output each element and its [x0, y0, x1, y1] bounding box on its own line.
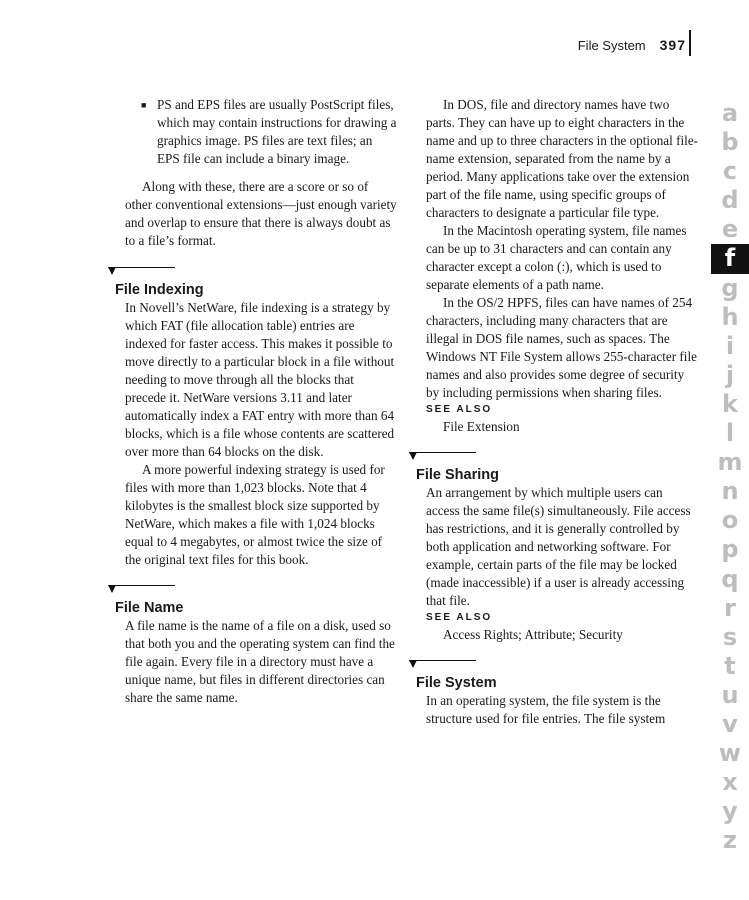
- see-also-refs: Access Rights; Attribute; Security: [443, 627, 623, 642]
- heading-triangle-icon: [409, 660, 417, 668]
- thumb-letter-f: f: [711, 244, 749, 273]
- see-also-refs: File Extension: [443, 419, 520, 434]
- thumb-letter-i: i: [725, 331, 735, 360]
- thumb-letter-d: d: [721, 186, 739, 215]
- paragraph-file-indexing-1: In Novell’s NetWare, file indexing is a strategy by which FAT (file allocation table) entries are indexed for faster access. This makes it possible to move directly to a particular block in a file without needing to move through all the blocks that precede it. NetWare versions 3.11 and later automatically index a FAT entry with more than 64 blocks, which is a file whose contents are scattered over more than 64 blocks on the disk.: [125, 300, 395, 459]
- page-number: 397: [658, 30, 691, 56]
- section-file-sharing: [409, 452, 699, 610]
- paragraph-conventional-extensions: Along with these, there are a score or so of other conventional extensions—just enough variety and overlap to ensure that there is always doubt as to a file’s format.: [125, 179, 397, 248]
- thumb-letter-c: c: [722, 157, 738, 186]
- running-header: [578, 30, 691, 56]
- heading-rule: [108, 585, 175, 586]
- right-column: [409, 96, 699, 728]
- heading-file-name: File Name: [115, 600, 184, 616]
- thumb-letter-k: k: [722, 389, 738, 418]
- heading-rule: [409, 660, 476, 661]
- thumb-letter-h: h: [721, 302, 739, 331]
- thumb-letter-q: q: [721, 564, 739, 593]
- paragraph-os2-names: In the OS/2 HPFS, files can have names of 254 characters, including many characters that are illegal in DOS file names, such as spaces. The Windows NT File System allows 255-character file names and also provides some degree of security by including permissions when sharing files.: [426, 295, 697, 400]
- heading-file-indexing: File Indexing: [115, 282, 204, 298]
- thumb-letter-v: v: [722, 709, 738, 738]
- thumb-letter-p: p: [721, 535, 739, 564]
- thumb-letter-u: u: [721, 680, 739, 709]
- thumb-letter-y: y: [722, 797, 738, 826]
- paragraph-file-indexing-2: A more powerful indexing strategy is used for files with more than 1,023 blocks. Note that 4 kilobytes is the smallest block size supported by NetWare, which makes a file with 1,024 blocks equal to 4 megabytes, or almost twice the size of the original text files for this book.: [125, 462, 385, 567]
- paragraph-dos-names: In DOS, file and directory names have two parts. They can have up to eight characters in the name and up to three characters in the optional file-name extension, separated from the name by a period. Many applications take over the extension part of the file name, using specific groups of characters to designate a particular file type.: [426, 97, 699, 220]
- heading-triangle-icon: [108, 267, 116, 275]
- thumb-letter-l: l: [725, 419, 735, 448]
- section-file-indexing: [108, 267, 398, 569]
- alphabet-thumb-index: [711, 99, 749, 855]
- thumb-letter-x: x: [722, 768, 738, 797]
- thumb-letter-e: e: [721, 215, 739, 244]
- thumb-letter-b: b: [721, 128, 739, 157]
- thumb-letter-w: w: [718, 739, 742, 768]
- see-also-label: SEE ALSO: [426, 612, 493, 623]
- paragraph-mac-names: In the Macintosh operating system, file names can be up to 31 characters and can contain any character except a colon (:), which is used to separate elements of a path name.: [426, 223, 687, 292]
- paragraph-file-sharing-1: An arrangement by which multiple users can access the same file(s) simultaneously. File access has restrictions, and it is generally controlled by both application and networking software. For example, certain parts of the file may be locked (made inaccessible) if a user is already accessing that file.: [426, 485, 691, 608]
- bullet-text: PS and EPS files are usually PostScript files, which may contain instructions for drawing a graphics image. PS files are text files; an EPS file can include a binary image.: [157, 97, 397, 166]
- thumb-letter-g: g: [721, 273, 739, 302]
- paragraph-file-name-1: A file name is the name of a file on a disk, used so that both you and the operating system can find the file again. Every file in a directory must have a unique name, but files in different directories can share the same name.: [125, 618, 395, 705]
- paragraph-file-system-1: In an operating system, the file system is the structure used for file entries. The file system: [426, 693, 666, 726]
- bullet-square-icon: ■: [141, 100, 147, 110]
- running-header-title: File System: [577, 38, 646, 53]
- thumb-letter-s: s: [722, 622, 738, 651]
- see-also-label: SEE ALSO: [426, 404, 493, 415]
- heading-triangle-icon: [108, 585, 116, 593]
- bullet-item: [108, 96, 398, 168]
- heading-file-sharing: File Sharing: [416, 467, 499, 483]
- section-file-system: [409, 660, 699, 728]
- thumb-letter-r: r: [724, 593, 736, 622]
- thumb-letter-a: a: [721, 99, 739, 127]
- left-column: [108, 96, 398, 707]
- thumb-letter-t: t: [724, 651, 736, 680]
- heading-rule: [108, 267, 175, 268]
- thumb-letter-z: z: [723, 826, 737, 855]
- thumb-letter-j: j: [725, 360, 735, 389]
- thumb-letter-m: m: [717, 448, 743, 477]
- thumb-letter-o: o: [721, 506, 739, 535]
- heading-file-system: File System: [416, 675, 497, 691]
- heading-triangle-icon: [409, 452, 417, 460]
- thumb-letter-n: n: [721, 477, 739, 506]
- section-file-name: [108, 585, 398, 707]
- heading-rule: [409, 452, 476, 453]
